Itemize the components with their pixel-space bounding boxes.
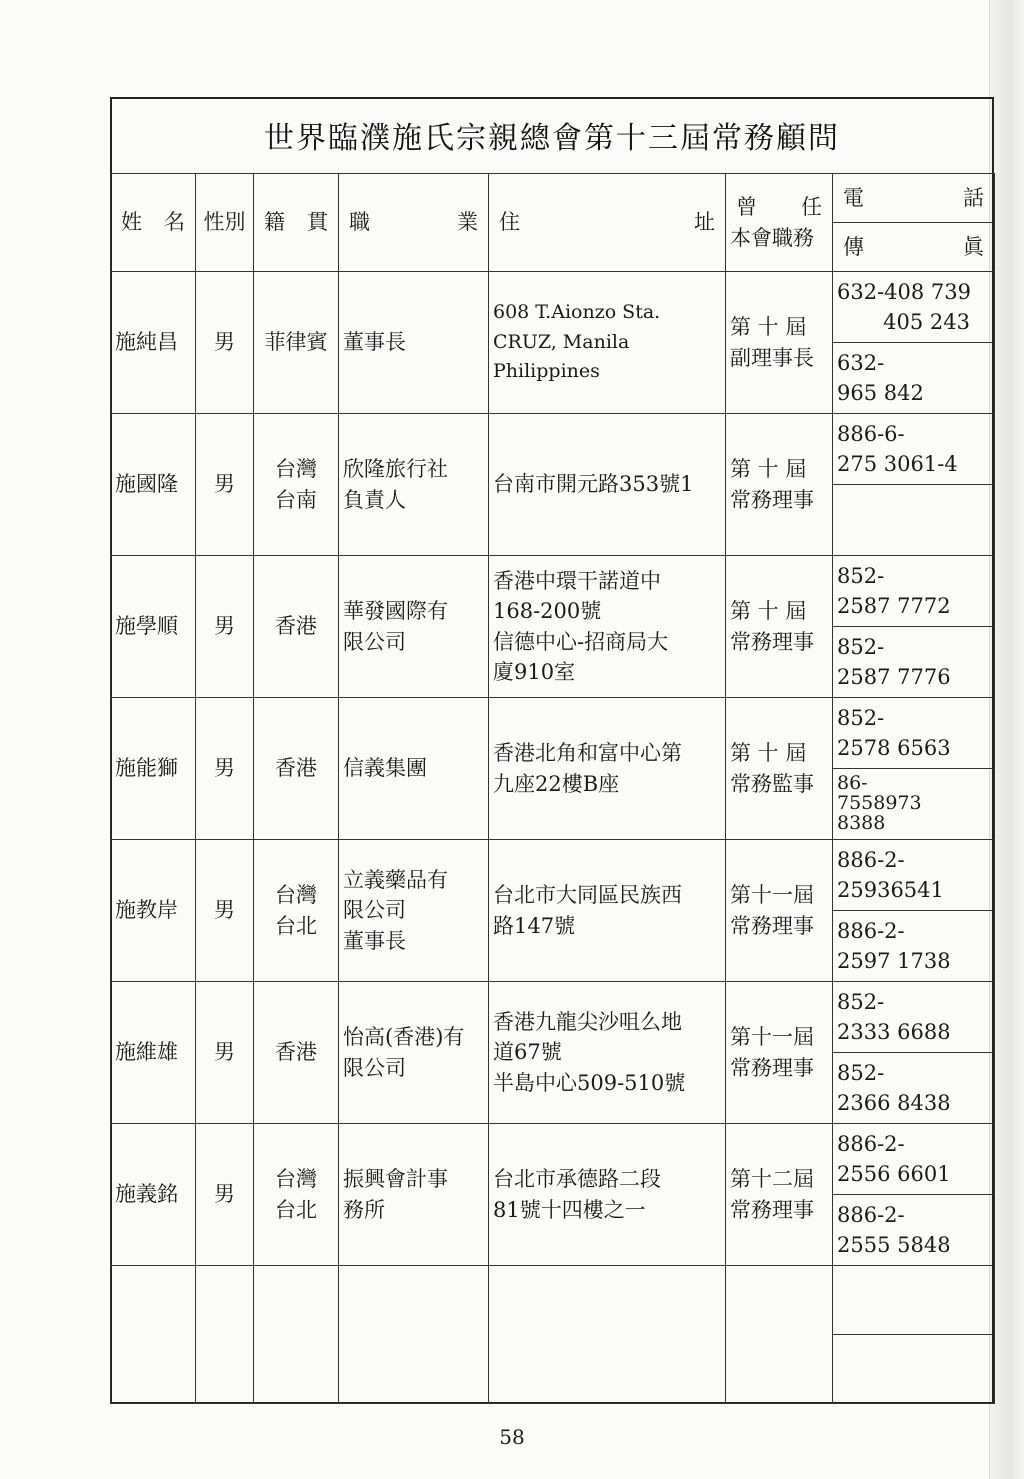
header-fax: 傳 眞	[833, 223, 995, 272]
cell-name: 施國隆	[111, 414, 196, 556]
line: 限公司	[343, 898, 406, 923]
line: 608 T.Aionzo Sta.	[493, 301, 661, 324]
line: 道67號	[493, 1040, 562, 1065]
line: 第 十 屆	[730, 599, 807, 624]
header-gender: 性別	[196, 174, 254, 272]
line: 台北市大同區民族西	[493, 883, 682, 908]
cell-phone	[833, 556, 995, 627]
cell-gender: 男	[196, 1124, 254, 1266]
line: 常務理事	[730, 1197, 814, 1222]
line: 常務理事	[730, 629, 814, 654]
line: 台南市開元路353號1	[493, 472, 694, 497]
line: 常務監事	[730, 771, 814, 796]
line: 第十一屆	[730, 1025, 814, 1050]
cell-fax	[833, 911, 995, 982]
line: 275 3061-4	[837, 452, 958, 476]
table-row	[111, 414, 995, 485]
line: 欣隆旅行社	[343, 457, 448, 482]
cell-origin	[254, 414, 339, 556]
line: CRUZ, Manila	[493, 330, 630, 353]
cell-empty	[833, 1335, 995, 1404]
cell-phone	[833, 698, 995, 769]
cell-gender: 男	[196, 982, 254, 1124]
line: 香港九龍尖沙咀么地	[493, 1009, 682, 1034]
line: 台北	[275, 913, 317, 938]
line: 九座22樓B座	[493, 771, 620, 796]
line: 25936541	[837, 878, 944, 902]
cell-empty	[339, 1266, 489, 1404]
line: 負責人	[343, 487, 406, 512]
line: 台灣	[275, 1167, 317, 1192]
line: 第十一屆	[730, 883, 814, 908]
line: 董事長	[343, 330, 406, 355]
cell-occupation	[339, 1124, 489, 1266]
cell-name: 施能獅	[111, 698, 196, 840]
line: 限公司	[343, 629, 406, 654]
table-row	[111, 840, 995, 911]
table-row	[111, 556, 995, 627]
line: 852-	[837, 1060, 885, 1085]
line: 886-2-	[837, 1202, 905, 1227]
line: 香港中環干諾道中	[493, 568, 661, 593]
line: 台北市承德路二段	[493, 1167, 661, 1192]
line: 7558973	[837, 792, 922, 815]
line: 副理事長	[730, 345, 814, 370]
cell-fax	[833, 627, 995, 698]
cell-fax	[833, 1195, 995, 1266]
line: 第 十 屆	[730, 457, 807, 482]
cell-name: 施學順	[111, 556, 196, 698]
cell-gender: 男	[196, 840, 254, 982]
line: 2333 6688	[837, 1020, 951, 1044]
line: 常務理事	[730, 487, 814, 512]
cell-address	[489, 272, 726, 414]
cell-origin	[254, 840, 339, 982]
line: 香港北角和富中心第	[493, 741, 682, 766]
cell-origin	[254, 982, 339, 1124]
cell-past-post	[726, 414, 833, 556]
line: 信德中心-招商局大	[493, 629, 669, 654]
line: 振興會計事	[343, 1167, 448, 1192]
cell-empty	[833, 1266, 995, 1335]
advisors-table	[110, 173, 995, 1404]
line: 華發國際有	[343, 599, 448, 624]
cell-phone	[833, 840, 995, 911]
header-occupation: 職 業	[339, 174, 489, 272]
header-row	[111, 174, 995, 223]
cell-address	[489, 414, 726, 556]
cell-address	[489, 840, 726, 982]
cell-past-post	[726, 1124, 833, 1266]
cell-empty	[489, 1266, 726, 1404]
cell-past-post	[726, 982, 833, 1124]
line: 852-	[837, 989, 885, 1014]
cell-address	[489, 982, 726, 1124]
line: 8388	[837, 811, 886, 834]
cell-empty	[254, 1266, 339, 1404]
cell-empty	[196, 1266, 254, 1404]
line: 2555 5848	[837, 1233, 951, 1257]
header-past-post: 曾 任 本會職務	[726, 174, 833, 272]
cell-occupation	[339, 556, 489, 698]
line: 信義集團	[343, 756, 427, 781]
cell-gender: 男	[196, 698, 254, 840]
line: 965 842	[837, 381, 924, 405]
cell-gender: 男	[196, 556, 254, 698]
line: 香港	[275, 756, 317, 781]
line: 86-	[837, 772, 868, 795]
cell-address	[489, 1124, 726, 1266]
line: 香港	[275, 614, 317, 639]
line: 台灣	[275, 457, 317, 482]
cell-past-post	[726, 556, 833, 698]
cell-origin	[254, 698, 339, 840]
table-row	[111, 698, 995, 769]
line: 台南	[275, 487, 317, 512]
page-title: 世界臨濮施氏宗親總會第十三屆常務顧問	[264, 121, 840, 156]
line: 限公司	[343, 1055, 406, 1080]
cell-occupation	[339, 272, 489, 414]
cell-past-post	[726, 272, 833, 414]
cell-gender: 男	[196, 272, 254, 414]
line: 852-	[837, 563, 885, 588]
cell-occupation	[339, 698, 489, 840]
cell-origin	[254, 1124, 339, 1266]
cell-gender: 男	[196, 414, 254, 556]
line: 632-	[837, 350, 885, 375]
cell-occupation	[339, 414, 489, 556]
cell-address	[489, 556, 726, 698]
line: 2587 7772	[837, 594, 951, 618]
line: 2366 8438	[837, 1091, 951, 1115]
cell-fax	[833, 485, 995, 556]
line: 886-6-	[837, 421, 905, 446]
line: 886-2-	[837, 847, 905, 872]
line: 立義藥品有	[343, 867, 448, 892]
cell-occupation	[339, 840, 489, 982]
line: 常務理事	[730, 1055, 814, 1080]
page-number: 58	[499, 1425, 525, 1449]
line: 菲律賓	[264, 330, 328, 355]
line: 2597 1738	[837, 949, 951, 973]
header-origin: 籍 貫	[254, 174, 339, 272]
cell-fax	[833, 769, 995, 840]
line: 廈910室	[493, 659, 576, 684]
line: 半島中心509-510號	[493, 1070, 686, 1095]
cell-phone	[833, 414, 995, 485]
cell-name: 施純昌	[111, 272, 196, 414]
line: 2578 6563	[837, 736, 951, 760]
cell-address	[489, 698, 726, 840]
line: 台灣	[275, 883, 317, 908]
cell-past-post	[726, 840, 833, 982]
cell-empty	[111, 1266, 196, 1404]
cell-name: 施教岸	[111, 840, 196, 982]
header-address: 住 址	[489, 174, 726, 272]
cell-phone	[833, 272, 995, 343]
line: 第 十 屆	[730, 741, 807, 766]
header-name: 姓 名	[111, 174, 196, 272]
line: 632-408 739	[837, 279, 972, 304]
line: 405 243	[883, 310, 970, 334]
cell-past-post	[726, 698, 833, 840]
table-row	[111, 1124, 995, 1195]
line: Philippines	[493, 360, 600, 383]
line: 第十二屆	[730, 1167, 814, 1192]
line: 886-2-	[837, 918, 905, 943]
line: 路147號	[493, 913, 576, 938]
cell-occupation	[339, 982, 489, 1124]
line: 第 十 屆	[730, 315, 807, 340]
cell-origin	[254, 556, 339, 698]
table-row	[111, 272, 995, 343]
cell-name: 施義銘	[111, 1124, 196, 1266]
line: 168-200號	[493, 599, 602, 624]
line: 董事長	[343, 928, 406, 953]
line: 怡高(香港)有	[343, 1025, 465, 1050]
line: 2587 7776	[837, 665, 951, 689]
cell-fax	[833, 1053, 995, 1124]
line: 2556 6601	[837, 1162, 951, 1186]
line: 886-2-	[837, 1131, 905, 1156]
line: 852-	[837, 634, 885, 659]
header-phone: 電 話	[833, 174, 995, 223]
table-row	[111, 982, 995, 1053]
line: 852-	[837, 705, 885, 730]
line: 台北	[275, 1197, 317, 1222]
line: 常務理事	[730, 913, 814, 938]
cell-name: 施維雄	[111, 982, 196, 1124]
table-row-empty	[111, 1266, 995, 1335]
line: 81號十四樓之一	[493, 1197, 646, 1222]
cell-fax	[833, 343, 995, 414]
cell-empty	[726, 1266, 833, 1404]
cell-phone	[833, 1124, 995, 1195]
line: 香港	[275, 1040, 317, 1065]
line: 務所	[343, 1197, 385, 1222]
cell-origin	[254, 272, 339, 414]
cell-phone	[833, 982, 995, 1053]
